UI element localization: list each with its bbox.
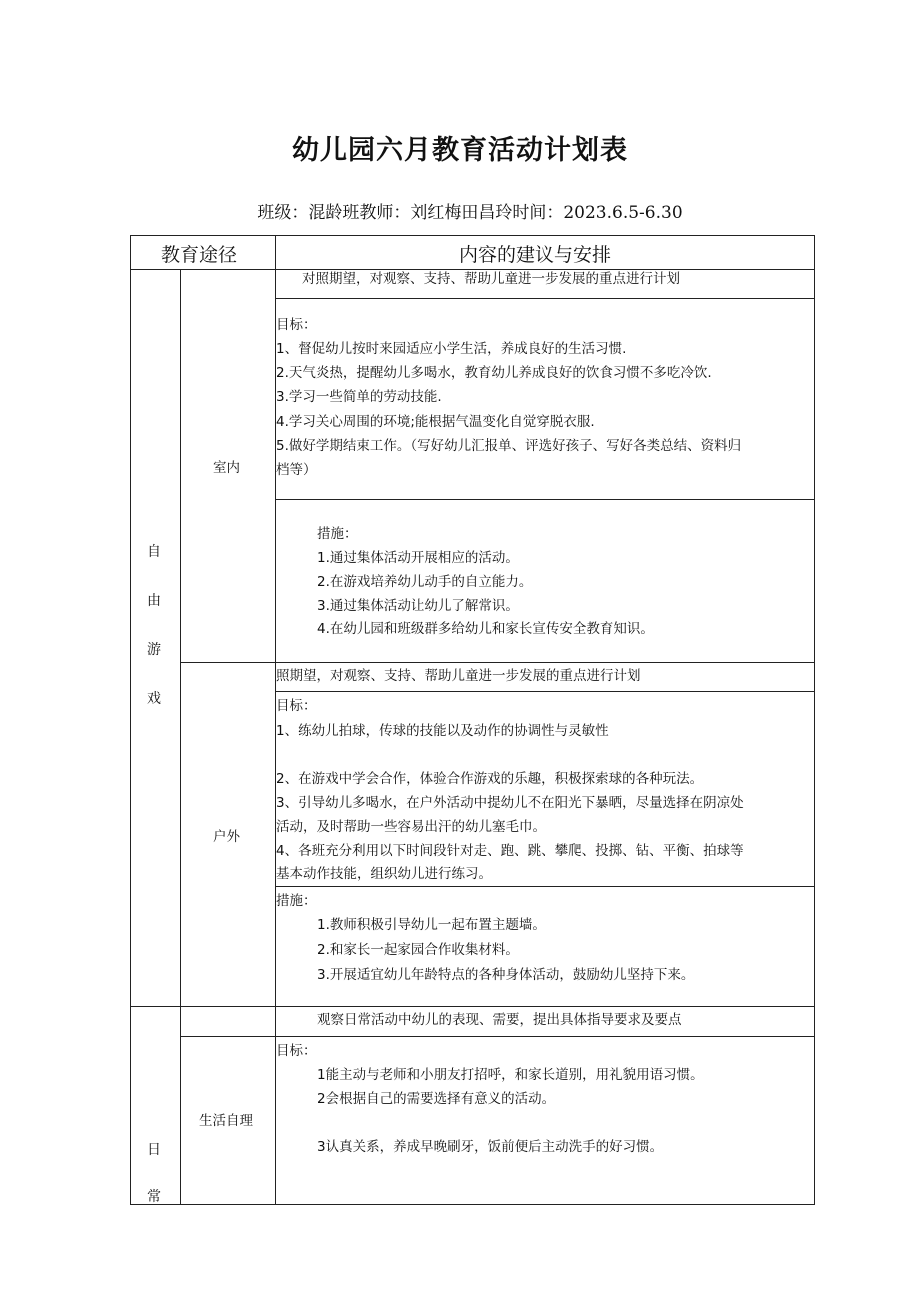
row-line	[180, 1036, 815, 1037]
row-line	[275, 499, 815, 500]
outdoor-label: 户外	[213, 829, 240, 845]
table-border-bottom	[130, 1204, 815, 1205]
indoor-goal-item: 1、督促幼儿按时来园适应小学生活，养成良好的生活习惯.	[276, 341, 627, 357]
daily-label-char: 常	[147, 1189, 161, 1205]
row-line	[275, 691, 815, 692]
indoor-measure-item: 1.通过集体活动开展相应的活动。	[317, 550, 519, 566]
self-care-goal-item: 2会根据自己的需要选择有意义的活动。	[317, 1091, 556, 1107]
outdoor-goal-item: 活动，及时帮助一些容易出汗的幼儿塞毛巾。	[276, 819, 546, 835]
outdoor-goals-title: 目标：	[276, 698, 317, 714]
table-border-top	[130, 235, 815, 236]
document-title: 幼儿园六月教育活动计划表	[292, 135, 628, 166]
table-border-left	[130, 235, 131, 1205]
indoor-goal-item: 4.学习关心周围的环境;能根据气温变化自觉穿脱衣服.	[276, 414, 595, 430]
daily-intro: 观察日常活动中幼儿的表现、需要，提出具体指导要求及要点	[317, 1012, 682, 1028]
outdoor-measure-item: 2.和家长一起家园合作收集材料。	[317, 942, 519, 958]
table-border-right	[814, 235, 815, 1205]
header-education-path: 教育途径	[161, 244, 238, 266]
row-line	[275, 298, 815, 299]
self-care-goal-item: 1能主动与老师和小朋友打招呼，和家长道别，用礼貌用语习惯。	[317, 1067, 704, 1083]
document-subtitle: 班级：混龄班教师：刘红梅田昌玲时间：2023.6.5-6.30	[257, 203, 683, 223]
indoor-measures-title: 措施：	[317, 526, 358, 542]
daily-label-char: 日	[147, 1142, 161, 1158]
self-care-goal-item: 3认真关系，养成早晚刷牙，饭前便后主动洗手的好习惯。	[317, 1139, 664, 1155]
free-play-label-char: 自	[147, 544, 161, 560]
column-divider-sub	[180, 270, 181, 1205]
indoor-intro: 对照期望，对观察、支持、帮助儿童进一步发展的重点进行计划	[302, 271, 680, 287]
header-content-arrangement: 内容的建议与安排	[459, 244, 612, 266]
indoor-goal-item: 3.学习一些简单的劳动技能.	[276, 389, 442, 405]
outdoor-intro: 照期望，对观察、支持、帮助儿童进一步发展的重点进行计划	[276, 668, 641, 684]
free-play-label-char: 由	[147, 593, 161, 609]
row-line	[180, 662, 815, 663]
section-line	[130, 1006, 815, 1007]
free-play-label-char: 游	[147, 642, 161, 658]
outdoor-goal-item: 4、各班充分利用以下时间段针对走、跑、跳、攀爬、投掷、钻、平衡、拍球等	[276, 843, 744, 859]
indoor-goal-item: 5.做好学期结束工作。（写好幼儿汇报单、评选好孩子、写好各类总结、资料归	[276, 438, 742, 454]
indoor-label: 室内	[213, 460, 240, 476]
outdoor-goal-item: 基本动作技能，组织幼儿进行练习。	[276, 866, 492, 882]
outdoor-measure-item: 3.开展适宜幼儿年龄特点的各种身体活动，鼓励幼儿坚持下来。	[317, 967, 695, 983]
self-care-label: 生活自理	[199, 1113, 253, 1129]
outdoor-goal-item: 2、在游戏中学会合作，体验合作游戏的乐趣，积极探索球的各种玩法。	[276, 771, 704, 787]
free-play-label-char: 戏	[147, 691, 161, 707]
outdoor-measures-title: 措施：	[276, 893, 317, 909]
indoor-goal-item: 档等）	[276, 462, 317, 478]
outdoor-measure-item: 1.教师积极引导幼儿一起布置主题墙。	[317, 917, 546, 933]
indoor-measure-item: 2.在游戏培养幼儿动手的自立能力。	[317, 574, 533, 590]
outdoor-goal-item: 1、练幼儿拍球，传球的技能以及动作的协调性与灵敏性	[276, 723, 609, 739]
row-line	[275, 886, 815, 887]
indoor-goal-item: 2.天气炎热，提醒幼儿多喝水，教育幼儿养成良好的饮食习惯不多吃冷饮.	[276, 365, 712, 381]
outdoor-goal-item: 3、引导幼儿多喝水，在户外活动中提幼儿不在阳光下暴晒，尽量选择在阴凉处	[276, 795, 744, 811]
indoor-measure-item: 4.在幼儿园和班级群多给幼儿和家长宣传安全教育知识。	[317, 621, 654, 637]
indoor-measure-item: 3.通过集体活动让幼儿了解常识。	[317, 598, 519, 614]
indoor-goals-title: 目标：	[276, 317, 317, 333]
self-care-goals-title: 目标：	[276, 1043, 317, 1059]
